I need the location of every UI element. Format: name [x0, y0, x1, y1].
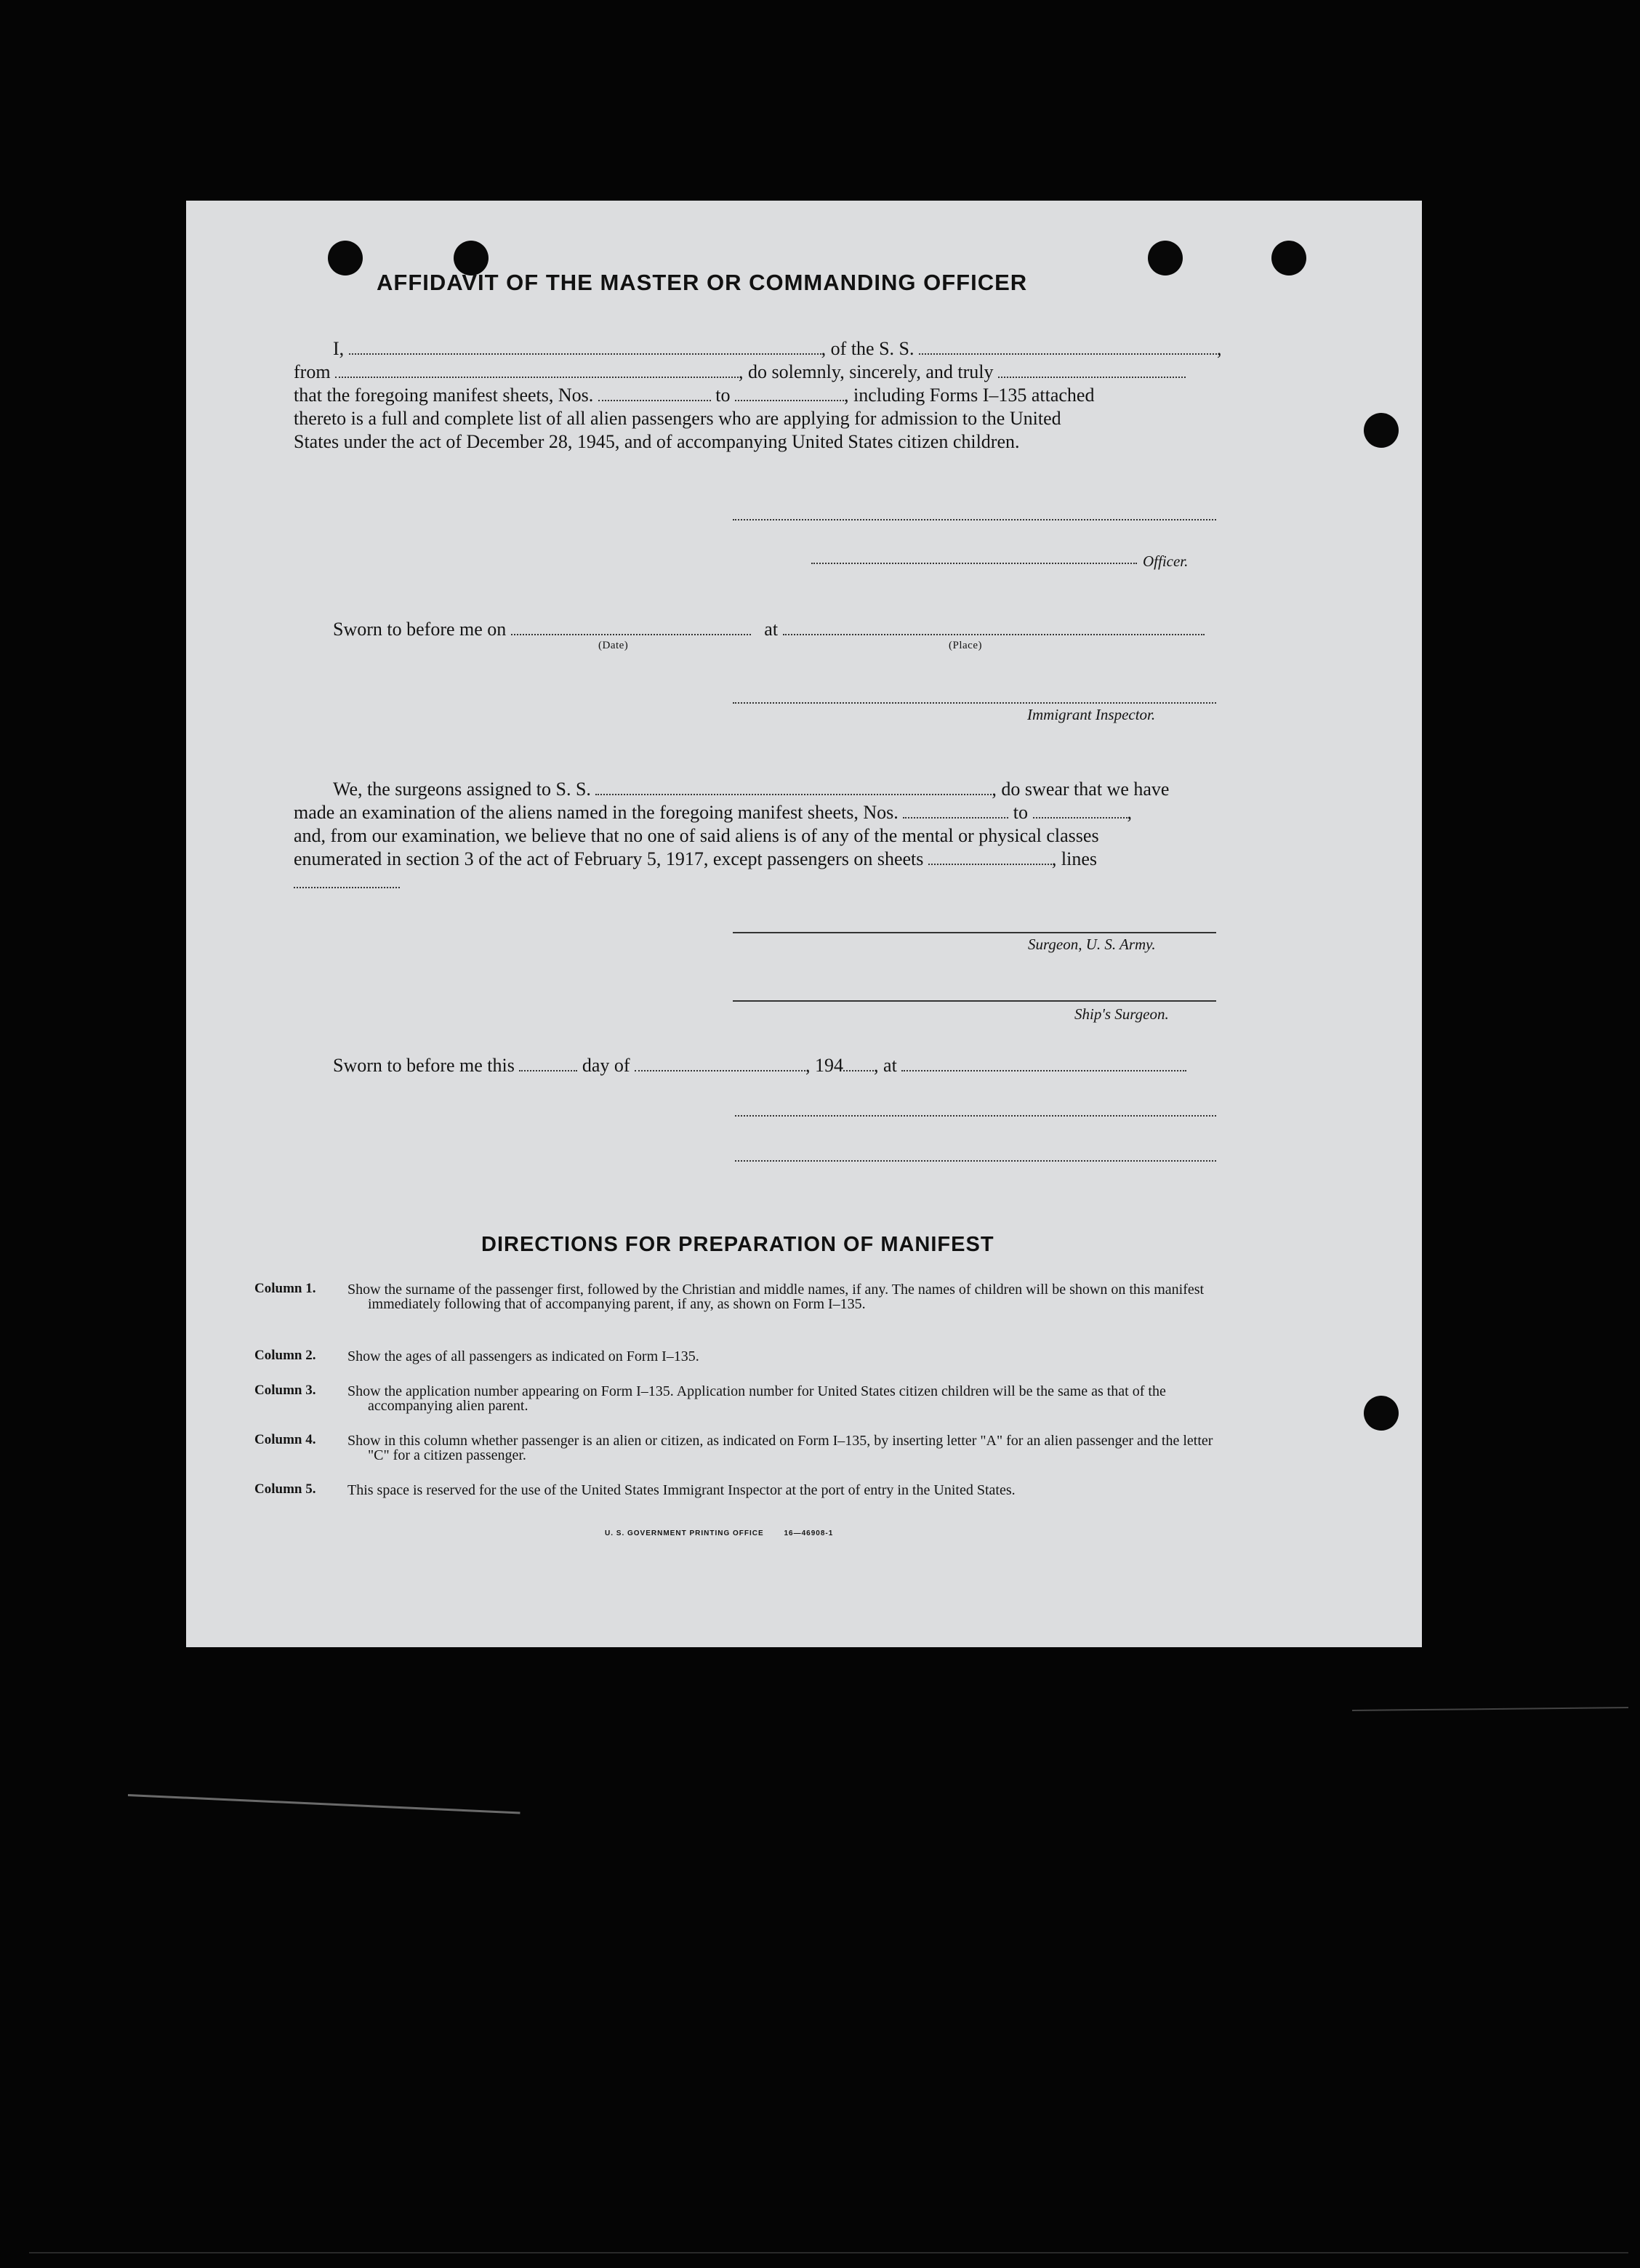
affidavit-line-5: States under the act of December 28, 1945, and of accompanying United States citizen children.	[294, 431, 1020, 452]
column-4-text: Show in this column whether passenger is an alien or citizen, as indicated on Form I–135, by inserting letter "A" for an alien passenger and the letter "C" for a citizen passenger.	[347, 1433, 1213, 1463]
master-name-blank[interactable]	[349, 337, 821, 355]
directions-title: DIRECTIONS FOR PREPARATION OF MANIFEST	[481, 1233, 994, 1256]
signature-line[interactable]	[733, 519, 1216, 520]
inspector-signature-line[interactable]	[733, 702, 1216, 704]
ship-surgeon-signature-line[interactable]	[733, 1000, 1216, 1002]
affidavit-line-4: thereto is a full and complete list of all alien passengers who are applying for admission to the United	[294, 408, 1061, 429]
affidavit-line-1: I, , of the S. S. ,	[333, 338, 1222, 359]
printing-office-footer: U. S. GOVERNMENT PRINTING OFFICE 16—46908-1	[605, 1529, 834, 1537]
punch-hole	[1364, 413, 1399, 448]
sworn-year-blank[interactable]	[843, 1054, 874, 1071]
punch-hole	[328, 241, 363, 276]
surgeon-sheets-to-blank[interactable]	[1033, 801, 1128, 819]
except-sheets-blank[interactable]	[928, 848, 1052, 865]
army-surgeon-signature-line[interactable]	[733, 932, 1216, 933]
punch-hole	[1148, 241, 1183, 276]
officer-signature-line[interactable]	[811, 563, 1137, 564]
surgeons-line-4: enumerated in section 3 of the act of February 5, 1917, except passengers on sheets , lines	[294, 848, 1098, 869]
immigrant-inspector-label: Immigrant Inspector.	[1027, 706, 1156, 723]
column-1-text: Show the surname of the passenger first, followed by the Christian and middle names, if any. The names of children will be shown on this manifest immediately following that of accompanying parent, if any, as shown on Form I–135.	[347, 1282, 1205, 1312]
scan-streak	[128, 1794, 520, 1814]
surgeons-line-2: made an examination of the aliens named in the foregoing manifest sheets, Nos. to ,	[294, 802, 1132, 823]
column-3-text: Show the application number appearing on Form I–135. Application number for United States citizen children will be the same as that of the accompanying alien parent.	[347, 1383, 1166, 1414]
scan-streak	[29, 2252, 1628, 2253]
sworn-day-blank[interactable]	[519, 1054, 577, 1071]
sworn-day-line: Sworn to before me this day of , 194 , at	[294, 1054, 1186, 1077]
affidavit-title: AFFIDAVIT OF THE MASTER OR COMMANDING OFFICER	[377, 270, 1028, 295]
punch-hole	[1364, 1396, 1399, 1431]
surgeons-line-1: We, the surgeons assigned to S. S. , do swear that we have	[333, 779, 1170, 800]
column-2-label: Column 2.	[254, 1348, 316, 1363]
except-lines-blank[interactable]	[294, 887, 400, 888]
punch-hole	[1271, 241, 1306, 276]
sworn-signature-line-1[interactable]	[735, 1115, 1216, 1117]
ship-surgeon-label: Ship's Surgeon.	[1074, 1005, 1169, 1023]
column-3-label: Column 3.	[254, 1383, 316, 1398]
sworn-at-blank[interactable]	[901, 1054, 1186, 1071]
date-caption: (Date)	[598, 640, 629, 651]
army-surgeon-label: Surgeon, U. S. Army.	[1028, 936, 1156, 953]
affidavit-line-2: from , do solemnly, sincerely, and truly	[294, 361, 1186, 384]
place-caption: (Place)	[949, 640, 982, 651]
document-page	[186, 201, 1422, 1647]
affidavit-line-3: that the foregoing manifest sheets, Nos. to , including Forms I–135 attached	[294, 385, 1095, 406]
sheets-from-blank[interactable]	[598, 384, 711, 401]
ship-name-blank[interactable]	[919, 337, 1217, 355]
surgeon-sheets-from-blank[interactable]	[903, 801, 1008, 819]
sworn-signature-line-2[interactable]	[735, 1160, 1216, 1162]
truly-blank[interactable]	[998, 361, 1186, 378]
surgeon-ship-blank[interactable]	[595, 778, 992, 795]
column-5-text: This space is reserved for the use of the United States Immigrant Inspector at the port of entry in the United States.	[347, 1482, 1016, 1498]
port-from-blank[interactable]	[335, 361, 739, 378]
column-1-label: Column 1.	[254, 1281, 316, 1296]
column-4-label: Column 4.	[254, 1432, 316, 1447]
sheets-to-blank[interactable]	[735, 384, 844, 401]
sworn-place-blank[interactable]	[783, 618, 1205, 635]
sworn-date-place-line: Sworn to before me on at	[294, 618, 1205, 641]
officer-label: Officer.	[1143, 552, 1189, 570]
sworn-date-blank[interactable]	[511, 618, 751, 635]
column-2-text: Show the ages of all passengers as indicated on Form I–135.	[347, 1348, 699, 1364]
column-5-label: Column 5.	[254, 1481, 316, 1497]
surgeons-line-3: and, from our examination, we believe that no one of said aliens is of any of the mental or physical classes	[294, 825, 1099, 846]
sworn-month-blank[interactable]	[635, 1054, 805, 1071]
scan-streak	[1352, 1707, 1628, 1711]
